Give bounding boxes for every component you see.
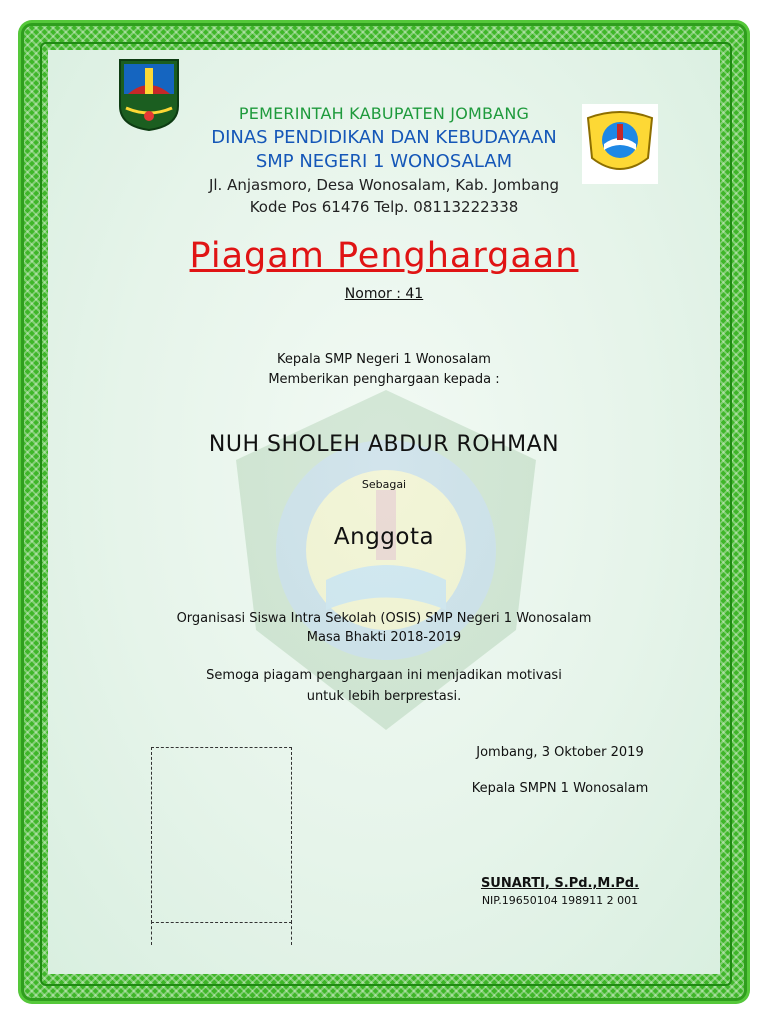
header-address: Jl. Anjasmoro, Desa Wonosalam, Kab. Jombang xyxy=(208,176,560,194)
signatory-name: SUNARTI, S.Pd.,M.Pd. xyxy=(480,876,640,891)
as-label: Sebagai xyxy=(361,478,407,491)
recipient-name: NUH SHOLEH ABDUR ROHMAN xyxy=(208,432,560,457)
closing-line-2: untuk lebih berprestasi. xyxy=(306,689,462,704)
header-contact: Kode Pos 61476 Telp. 08113222338 xyxy=(249,198,519,216)
intro-line-2: Memberikan penghargaan kepada : xyxy=(268,372,500,387)
signature-position: Kepala SMPN 1 Wonosalam xyxy=(471,781,649,796)
header-government: PEMERINTAH KABUPATEN JOMBANG xyxy=(238,104,530,123)
certificate-number: Nomor : 41 xyxy=(344,286,424,302)
intro-line-1: Kepala SMP Negeri 1 Wonosalam xyxy=(277,352,491,367)
header-school-name: SMP NEGERI 1 WONOSALAM xyxy=(255,151,513,172)
photo-placeholder xyxy=(151,747,292,923)
organization-line-2: Masa Bhakti 2018-2019 xyxy=(306,630,462,645)
header-department: DINAS PENDIDIKAN DAN KEBUDAYAAN xyxy=(211,127,557,148)
photo-placeholder-extension xyxy=(151,921,292,945)
signatory-nip: NIP.19650104 198911 2 001 xyxy=(481,894,639,907)
signature-place-date: Jombang, 3 Oktober 2019 xyxy=(476,745,644,760)
closing-line-1: Semoga piagam penghargaan ini menjadikan motivasi xyxy=(206,668,562,683)
recipient-role: Anggota xyxy=(333,524,435,550)
organization-line-1: Organisasi Siswa Intra Sekolah (OSIS) SMP Negeri 1 Wonosalam xyxy=(176,611,592,626)
certificate-title: Piagam Penghargaan xyxy=(189,236,579,276)
